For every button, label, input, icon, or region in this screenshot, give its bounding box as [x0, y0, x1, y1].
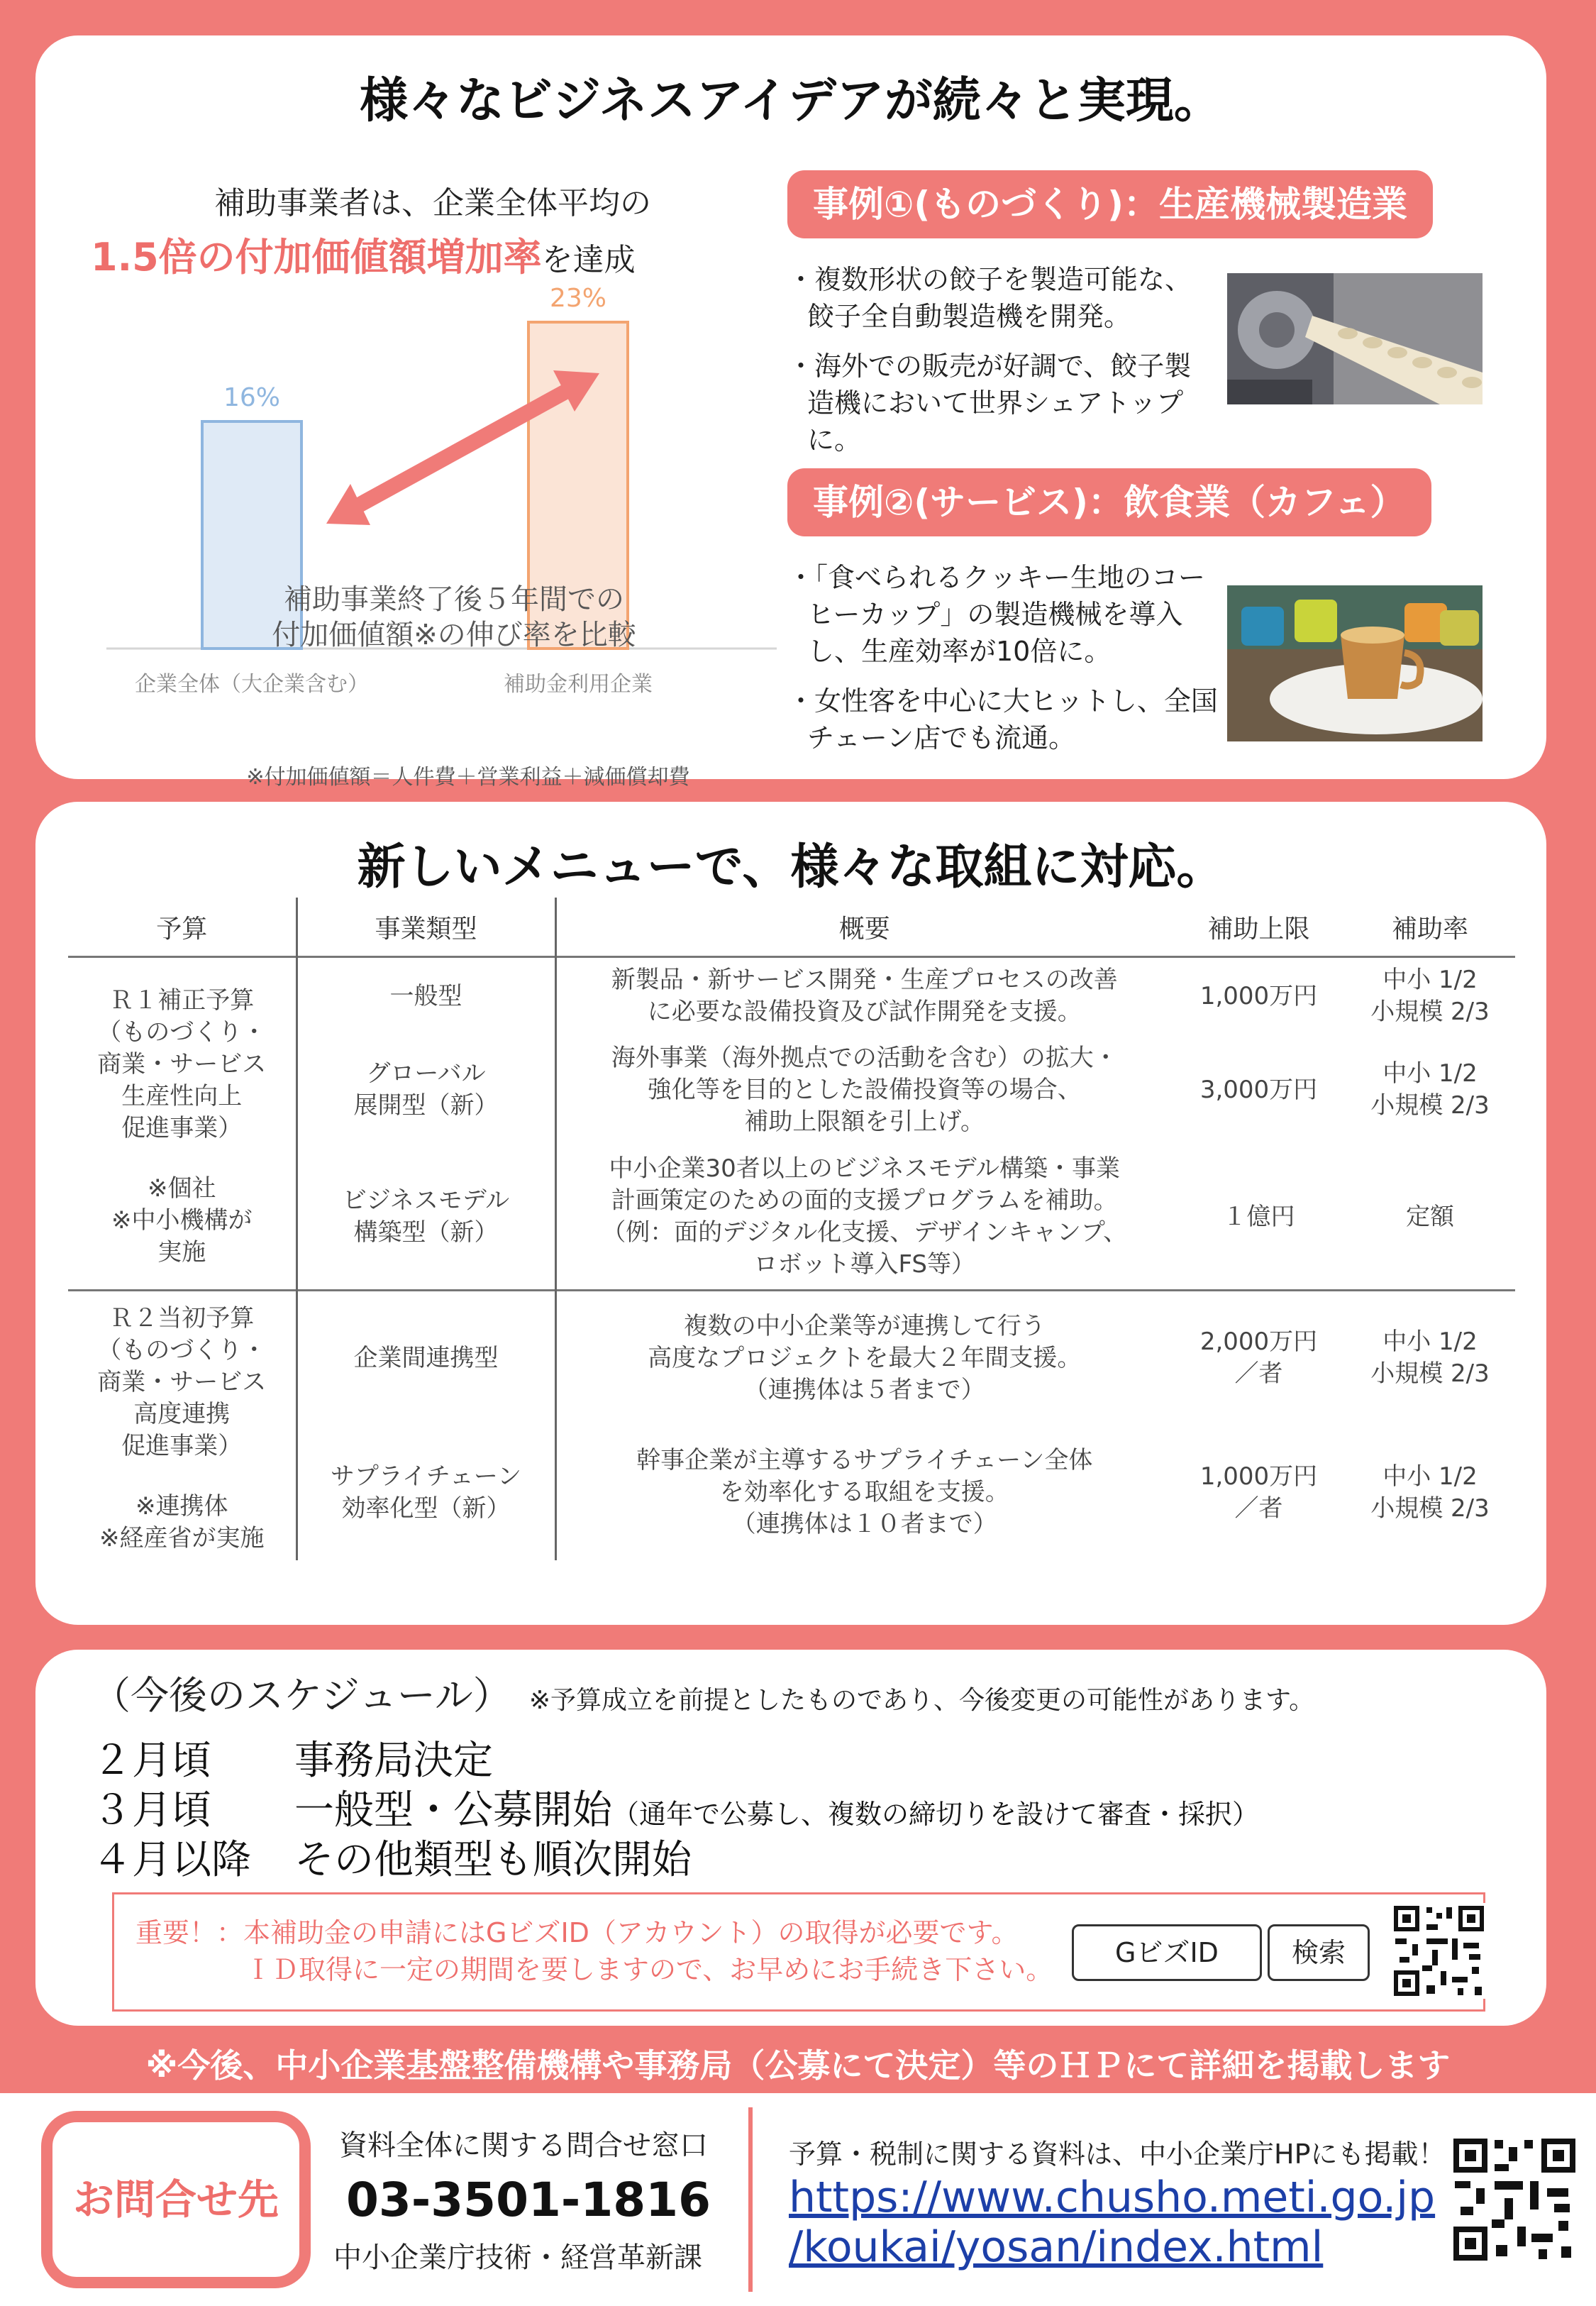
summary-line: に必要な設備投資及び試作開発を支援。 [647, 998, 1082, 1027]
chart-category-label: 補助金利用企業 [504, 672, 653, 697]
schedule-panel [35, 1650, 1546, 2026]
important-line1: 重要！：本補助金の申請にはGビズID（アカウント）の取得が必要です。 [135, 1917, 1019, 1948]
schedule-row-3 [92, 1828, 692, 1885]
case2-bullet1-l2: ヒーカップ」の製造機械を導入 [807, 599, 1183, 630]
lead-line2 [91, 227, 800, 282]
schedule-heading [92, 1665, 1314, 1720]
lead-line1: 補助事業者は、企業全体平均の [214, 185, 651, 221]
type-cell [297, 1291, 555, 1425]
schedule-what: 事務局決定 [294, 1738, 493, 1784]
rate-line: 中小 1/2 [1382, 1059, 1478, 1088]
panel1-title: 様々なビジネスアイデアが続々と実現。 [360, 73, 1222, 129]
header-rate: 補助率 [1391, 914, 1468, 944]
header-type: 事業類型 [297, 898, 555, 957]
limit-line: 1,000万円 [1199, 981, 1318, 1010]
budget-line: （ものづくり・ [97, 1018, 267, 1047]
comparison-chart [78, 284, 787, 731]
case1-bullet1-l1: ・複数形状の餃子を製造可能な、 [787, 264, 1192, 295]
summary-line: 強化等を目的とした設備投資等の場合、 [647, 1075, 1082, 1104]
schedule-sub: （通年で公募し、複数の締切りを設けて審査・採択） [612, 1799, 1260, 1830]
details-notice: ※今後、中小企業基盤整備機構や事務局（公募にて決定）等のＨＰにて詳細を掲載します [145, 2046, 1451, 2085]
limit-line: 1,000万円 [1199, 1462, 1318, 1491]
gbizid-qr-code [1391, 1903, 1487, 1999]
summary-line: （連携体は１０者まで） [731, 1510, 997, 1538]
budget-line: 商業・サービス [97, 1050, 267, 1078]
case2-bullet1-l3: し、生産効率が10倍に。 [807, 636, 1112, 667]
schedule-when: ２月頃 [92, 1738, 211, 1784]
summary-line: 中小企業30者以上のビジネスモデル構築・事業 [609, 1154, 1121, 1184]
schedule-note: ※予算成立を前提としたものであり、今後変更の可能性があります。 [528, 1686, 1315, 1715]
rate-line: 中小 1/2 [1382, 966, 1478, 995]
type-line: 企業間連携型 [353, 1343, 499, 1372]
rate-line: 小規模 2/3 [1370, 1091, 1490, 1120]
budget-note: ※個社 [148, 1174, 216, 1203]
dumpling-machine-photo [1227, 273, 1483, 404]
cookie-cup-photo [1227, 585, 1483, 741]
type-cell [297, 1145, 555, 1291]
case2-bullet2-l2: チェーン店でも流通。 [807, 722, 1076, 754]
budget-line: 高度連携 [133, 1400, 231, 1429]
chart-value-label: 16% [223, 383, 281, 412]
case1-bullet2-l1: ・海外での販売が好調で、餃子製 [787, 351, 1192, 382]
case2-bullets [787, 559, 1227, 756]
contact-divider [748, 2107, 753, 2292]
budget-line: Ｒ２当初予算 [109, 1304, 255, 1333]
type-line: 構築型（新） [353, 1218, 499, 1247]
rate-cell [1345, 1291, 1515, 1425]
rate-cell [1345, 957, 1515, 1035]
budget-line: Ｒ１補正予算 [109, 986, 255, 1015]
lead-highlight: 1.5倍の付加価値額増加率 [91, 235, 542, 280]
schedule-title: （今後のスケジュール） [92, 1673, 511, 1718]
web-label: 予算・税制に関する資料は、中小企業庁HPにも掲載！ [789, 2139, 1446, 2170]
summary-cell [555, 1145, 1173, 1291]
summary-line: （例：面的デジタル化支援、デザインキャンプ、 [602, 1218, 1128, 1247]
type-line: 展開型（新） [353, 1091, 499, 1120]
contact-badge: お問合せ先 [41, 2111, 311, 2288]
menu-panel [35, 802, 1546, 1625]
type-line: グローバル [366, 1059, 486, 1088]
summary-line: 新製品・新サービス開発・生産プロセスの改善 [611, 966, 1118, 995]
limit-cell [1173, 1035, 1345, 1145]
limit-line: ／者 [1234, 1359, 1283, 1389]
group1-budget-cell [68, 957, 297, 1291]
summary-line: （連携体は５者まで） [743, 1375, 985, 1404]
summary-line: ロボット導入FS等） [753, 1250, 976, 1279]
lead-suffix: を達成 [541, 242, 636, 278]
search-button[interactable]: 検索 [1268, 1924, 1370, 1981]
type-cell [297, 957, 555, 1035]
budget-line: 商業・サービス [97, 1368, 267, 1397]
case2-heading: 事例②(サービス)：飲食業（カフェ） [787, 468, 1431, 536]
case1-bullets [787, 261, 1227, 458]
contact-label: 資料全体に関する問合せ窓口 [339, 2129, 708, 2162]
summary-line: 高度なプロジェクトを最大２年間支援。 [648, 1343, 1082, 1372]
group2-budget-cell [68, 1291, 297, 1560]
header-summary: 概要 [838, 914, 890, 944]
schedule-row-1 [92, 1729, 493, 1786]
limit-line: ／者 [1234, 1494, 1283, 1523]
table-row [68, 957, 1515, 1035]
rate-cell [1345, 1425, 1515, 1560]
type-line: ビジネスモデル [342, 1186, 510, 1215]
limit-cell [1173, 1291, 1345, 1425]
table-row [68, 1291, 1515, 1425]
limit-line: 3,000万円 [1199, 1075, 1318, 1104]
summary-cell [555, 1291, 1173, 1425]
case2-bullet2-l1: ・女性客を中心に大ヒットし、全国 [787, 685, 1218, 717]
chart-category-label: 企業全体（大企業含む） [135, 672, 369, 697]
schedule-when: ４月以降 [92, 1837, 251, 1883]
budget-line: （ものづくり・ [97, 1336, 267, 1365]
case1-heading: 事例①(ものづくり)：生産機械製造業 [787, 170, 1433, 238]
contact-department: 中小企業庁技術・経営革新課 [333, 2241, 702, 2274]
type-line: サプライチェーン [330, 1462, 522, 1491]
important-notice [112, 1892, 1485, 2012]
header-budget: 予算 [68, 898, 297, 957]
type-cell [297, 1035, 555, 1145]
schedule-when: ３月頃 [92, 1787, 211, 1833]
chart-value-label: 23% [549, 284, 607, 313]
achievements-panel [35, 35, 1546, 790]
summary-line: 複数の中小企業等が連携して行う [683, 1311, 1046, 1340]
panel2-title: 新しいメニューで、様々な取組に対応。 [357, 839, 1225, 895]
rate-line: 中小 1/2 [1382, 1328, 1478, 1357]
summary-line: を効率化する取組を支援。 [719, 1478, 1009, 1506]
rate-cell [1345, 1145, 1515, 1291]
summary-cell [555, 957, 1173, 1035]
summary-line: 計画策定のための面的支援プログラムを補助。 [611, 1186, 1118, 1215]
budget-line: 促進事業） [121, 1114, 243, 1142]
type-cell [297, 1425, 555, 1560]
table-header-row [68, 898, 1515, 957]
url-line1[interactable]: https://www.chusho.meti.go.jp [789, 2173, 1436, 2222]
type-line: 一般型 [389, 981, 462, 1010]
case2-bullet1-l1: ・「食べられるクッキー生地のコー [787, 562, 1206, 593]
rate-line: 中小 1/2 [1382, 1462, 1478, 1491]
case1-bullet2-l2: 造機において世界シェアトップに。 [807, 387, 1184, 456]
summary-line: 海外事業（海外拠点での活動を含む）の拡大・ [611, 1043, 1118, 1072]
type-line: 効率化型（新） [341, 1494, 511, 1523]
case1-bullet1-l2: 餃子全自動製造機を開発。 [807, 301, 1131, 332]
limit-cell [1173, 1145, 1345, 1291]
limit-cell [1173, 957, 1345, 1035]
url-line2[interactable]: /koukai/yosan/index.html [789, 2222, 1324, 2272]
summary-cell [555, 1425, 1173, 1560]
limit-line: １億円 [1222, 1202, 1295, 1231]
budget-note: ※連携体 [135, 1492, 228, 1521]
budget-line: 生産性向上 [121, 1082, 243, 1110]
limit-line: 2,000万円 [1199, 1328, 1318, 1357]
budget-line: 促進事業） [121, 1432, 243, 1461]
menu-table [68, 898, 1515, 1560]
chart-footnote-text: ※付加価値額＝人件費＋営業利益＋減価償却費 [246, 765, 690, 790]
rate-line: 定額 [1406, 1202, 1454, 1231]
rate-line: 小規模 2/3 [1370, 1494, 1490, 1523]
rate-cell [1345, 1035, 1515, 1145]
website-qr-code [1451, 2136, 1578, 2263]
budget-note: 実施 [157, 1238, 206, 1267]
schedule-what: その他類型も順次開始 [294, 1837, 692, 1883]
important-line2: ＩＤ取得に一定の期間を要しますので、お早めにお手続き下さい。 [245, 1954, 1053, 1985]
limit-cell [1173, 1425, 1345, 1560]
chart-annotation-line2: 付加価値額※の伸び率を比較 [272, 619, 636, 651]
budget-note: ※経産省が実施 [99, 1524, 265, 1553]
rate-line: 小規模 2/3 [1370, 998, 1490, 1027]
summary-line: 補助上限額を引上げ。 [744, 1107, 985, 1136]
schedule-what: 一般型・公募開始 [294, 1787, 612, 1833]
budget-note: ※中小機構が [111, 1206, 253, 1235]
summary-line: 幹事企業が主導するサプライチェーン全体 [636, 1446, 1093, 1474]
chart-annotation-line1: 補助事業終了後５年間での [284, 583, 624, 616]
gbizid-search-input[interactable]: GビズID [1072, 1924, 1262, 1981]
rate-line: 小規模 2/3 [1370, 1359, 1490, 1389]
schedule-row-2 [92, 1779, 1259, 1836]
contact-phone[interactable]: 03-3501-1816 [346, 2173, 711, 2227]
summary-cell [555, 1035, 1173, 1145]
header-limit: 補助上限 [1207, 914, 1310, 944]
